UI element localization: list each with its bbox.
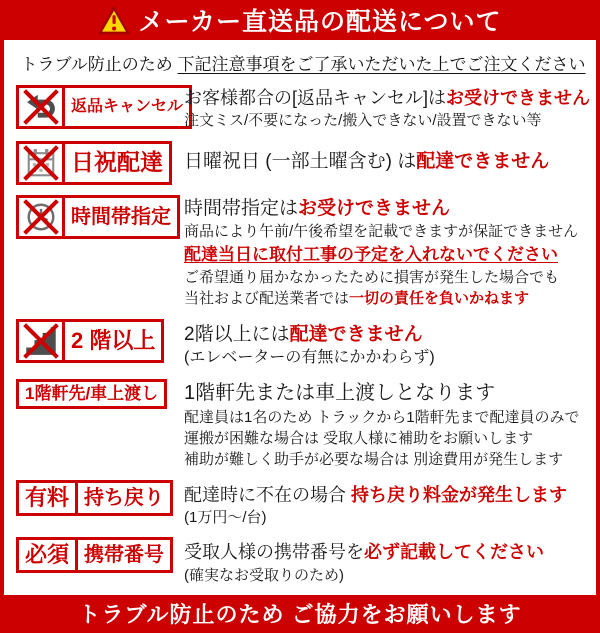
second-floor-line1: 2階以上には配達できません (184, 323, 423, 345)
rule-time-slot (16, 195, 590, 310)
time-slot-line4: ご希望通り届かなかったために損害が発生した場合でも (184, 269, 560, 287)
redelivery-line2: (1万円～/台) (184, 508, 267, 526)
return-cancel-line1: お客様都合の[返品キャンセル]はお受けできません (184, 88, 591, 108)
calendar-crossed-icon (19, 144, 65, 182)
curbside-label: 1階軒先/車上渡し (25, 383, 159, 403)
return-cancel-label-box (16, 85, 192, 129)
subtitle (16, 45, 590, 85)
mobile-label-box (16, 537, 173, 573)
second-floor-label: 2 階以上 (71, 327, 156, 353)
time-slot-label: 時間帯指定 (71, 205, 171, 228)
holiday-label-box (16, 141, 172, 185)
time-slot-label-box (16, 195, 180, 239)
curbside-line3: 運搬が困難な場合は 受取人様に補助をお願いします (184, 430, 534, 448)
curbside-line2: 配達員は1名のため トラックから1階軒先まで配達員のみで (184, 408, 580, 426)
header-bar (0, 0, 600, 40)
return-arrow-crossed-icon (19, 88, 65, 126)
notice-body (0, 40, 600, 595)
clock-crossed-icon (19, 198, 65, 236)
rule-mobile-number (16, 537, 590, 586)
page-title: メーカー直送品の配送について (138, 8, 502, 36)
footer-text: トラブル防止のため ご協力をお願いします (78, 602, 522, 628)
redelivery-label-return: 持ち戻り (84, 486, 165, 509)
redelivery-line1: 配達時に不在の場合 持ち戻り料金が発生します (184, 484, 568, 505)
mobile-line2: (確実なお受取りのため) (184, 566, 344, 584)
redelivery-label-box (16, 480, 173, 516)
time-slot-line3: 配達当日に取付工事の予定を入れないでください (184, 244, 558, 264)
warning-triangle-icon (98, 6, 130, 35)
time-slot-line5: 当社および配送業者では一切の責任を負いかねます (184, 290, 530, 308)
mobile-label-number: 携帯番号 (84, 544, 165, 567)
curbside-line4: 補助が難しく助手が必要な場合は 別途費用が発生します (184, 451, 564, 469)
curbside-line1: 1階軒先または車上渡しとなります (184, 381, 496, 404)
footer-bar (0, 595, 600, 633)
time-slot-line1: 時間帯指定はお受けできません (184, 197, 451, 219)
second-floor-label-box (16, 319, 164, 363)
rule-redelivery-fee (16, 480, 590, 529)
holiday-label: 日祝配達 (71, 148, 163, 175)
mobile-line1: 受取人様の携帯番号を必ず記載してください (184, 542, 544, 563)
holiday-line1: 日曜祝日 (一部土曜含む) は配達できません (184, 150, 550, 172)
mobile-label-required: 必須 (19, 540, 78, 570)
rule-return-cancel (16, 85, 590, 132)
second-floor-line2: (エレベーターの有無にかかわらず) (184, 349, 435, 367)
rule-curbside-delivery (16, 379, 590, 471)
subtitle-lead: トラブル防止のため (20, 55, 178, 74)
stairs-crossed-icon (19, 322, 65, 360)
return-cancel-line2: 注文ミス/不要になった/搬入できない/設置できない等 (184, 112, 542, 130)
rule-holiday-delivery (16, 141, 590, 186)
return-cancel-label: 返品キャンセル (71, 98, 184, 116)
subtitle-underlined: 下記注意事項をご了承いただいた上でご注文ください (177, 55, 586, 74)
curbside-label-box (16, 379, 167, 410)
time-slot-line2: 商品により午前/午後希望を記載できますが保証できません (184, 223, 579, 241)
rule-second-floor (16, 319, 590, 370)
redelivery-label-paid: 有料 (19, 483, 78, 513)
